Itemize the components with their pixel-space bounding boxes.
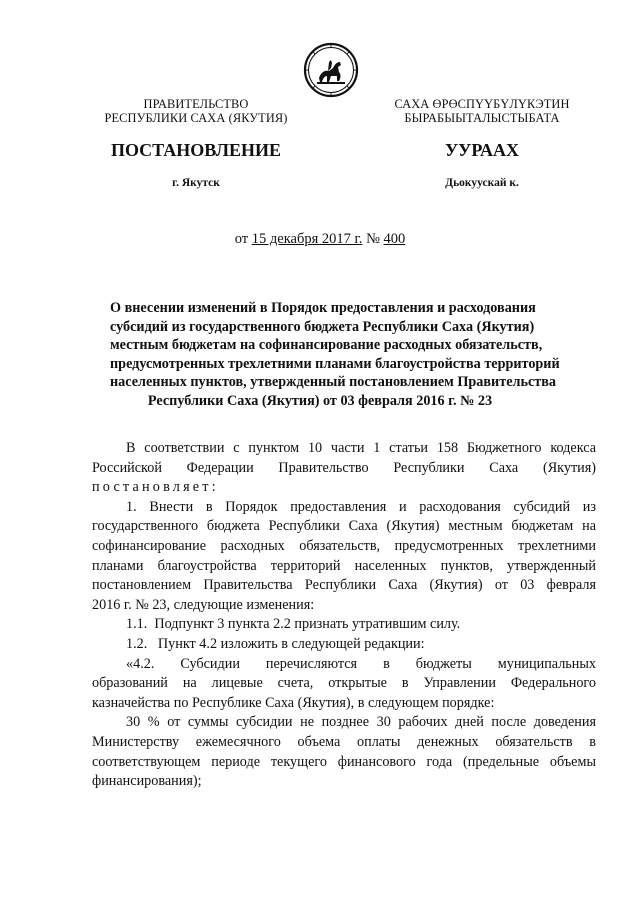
item-1-line: постановлением Правительства Республики Саха (Якутия) от 03 февраля (92, 577, 596, 594)
title-line: Республики Саха (Якутия) от 03 февраля 2016 г. № 23 (147, 392, 493, 409)
document-date-number (0, 230, 640, 248)
document-body (92, 439, 596, 792)
government-name-ru-line2: РЕСПУБЛИКИ САХА (ЯКУТИЯ) (104, 111, 288, 125)
doc-type-sah: УУРААХ (444, 140, 520, 160)
quote-line: казначейства по Республике Саха (Якутия), в следующем порядке: (92, 694, 495, 711)
quote-line: «4.2. Субсидии перечисляются в бюджеты муниципальных (126, 655, 596, 672)
government-name-sah (372, 97, 592, 125)
doc-type-ru: ПОСТАНОВЛЕНИЕ (110, 140, 282, 160)
item-1-1: 1.1. Подпункт 3 пункта 2.2 признать утратившим силу. (126, 616, 461, 633)
percent-line: 30 % от суммы субсидии не позднее 30 рабочих дней после доведения (126, 714, 596, 731)
title-line: местным бюджетам на софинансирование расходных обязательств, (110, 337, 543, 353)
title-line: субсидий из государственного бюджета Республики Саха (Якутия) (110, 318, 535, 335)
item-1-line: 2016 г. № 23, следующие изменения: (92, 596, 315, 613)
document-title (110, 299, 560, 410)
percent-line: соответствующем периоде текущего финансового года (предельные объемы (92, 753, 596, 770)
government-name-ru (76, 97, 316, 125)
item-1-line: 1. Внести в Порядок предоставления и расходования субсидий из (126, 498, 596, 515)
item-1-2: 1.2. Пункт 4.2 изложить в следующей редакции: (126, 635, 425, 652)
preamble-line: В соответствии с пунктом 10 части 1 статьи 158 Бюджетного кодекса (126, 440, 596, 456)
quote-line: образований на лицевые счета, открытые в Управлении Федерального (92, 675, 596, 692)
title-line: О внесении изменений в Порядок предоставления и расходования (110, 300, 536, 316)
city-ru: г. Якутск (172, 177, 220, 189)
government-name-sah-line1: САХА ӨРӨСПҮҮБҮЛҮКЭТИН (394, 97, 570, 111)
document-number: 400 (383, 231, 406, 247)
title-line: населенных пунктов, утвержденный постановлением Правительства (110, 374, 556, 390)
item-1-line: планами благоустройства территорий населенных пунктов, утвержденный (92, 557, 596, 574)
number-sign: № (366, 231, 380, 247)
document-date: 15 декабря 2017 г. (251, 231, 363, 247)
date-prefix: от (234, 231, 249, 247)
percent-line: финансирования); (92, 773, 202, 790)
coat-of-arms-icon (303, 42, 359, 98)
government-name-ru-line1: ПРАВИТЕЛЬСТВО (143, 97, 249, 111)
title-line: предусмотренных трехлетними планами благоустройства территорий (110, 355, 560, 372)
preamble-line: Российской Федерации Правительство Республики Саха (Якутия) (92, 459, 596, 476)
item-1-line: софинансирование расходных обязательств, предусмотренных трехлетними (92, 537, 596, 554)
item-1-line: государственного бюджета Республики Саха (Якутия) местным бюджетам на (92, 518, 596, 535)
city-sah: Дьокуускай к. (445, 177, 519, 189)
resolves-phrase: постановляет: (92, 479, 219, 496)
percent-line: Министерству ежемесячного объема оплаты денежных обязательств в (92, 733, 596, 750)
government-name-sah-line2: БЫРАБЫЫТАЛЫСТЫБАТА (404, 111, 560, 125)
